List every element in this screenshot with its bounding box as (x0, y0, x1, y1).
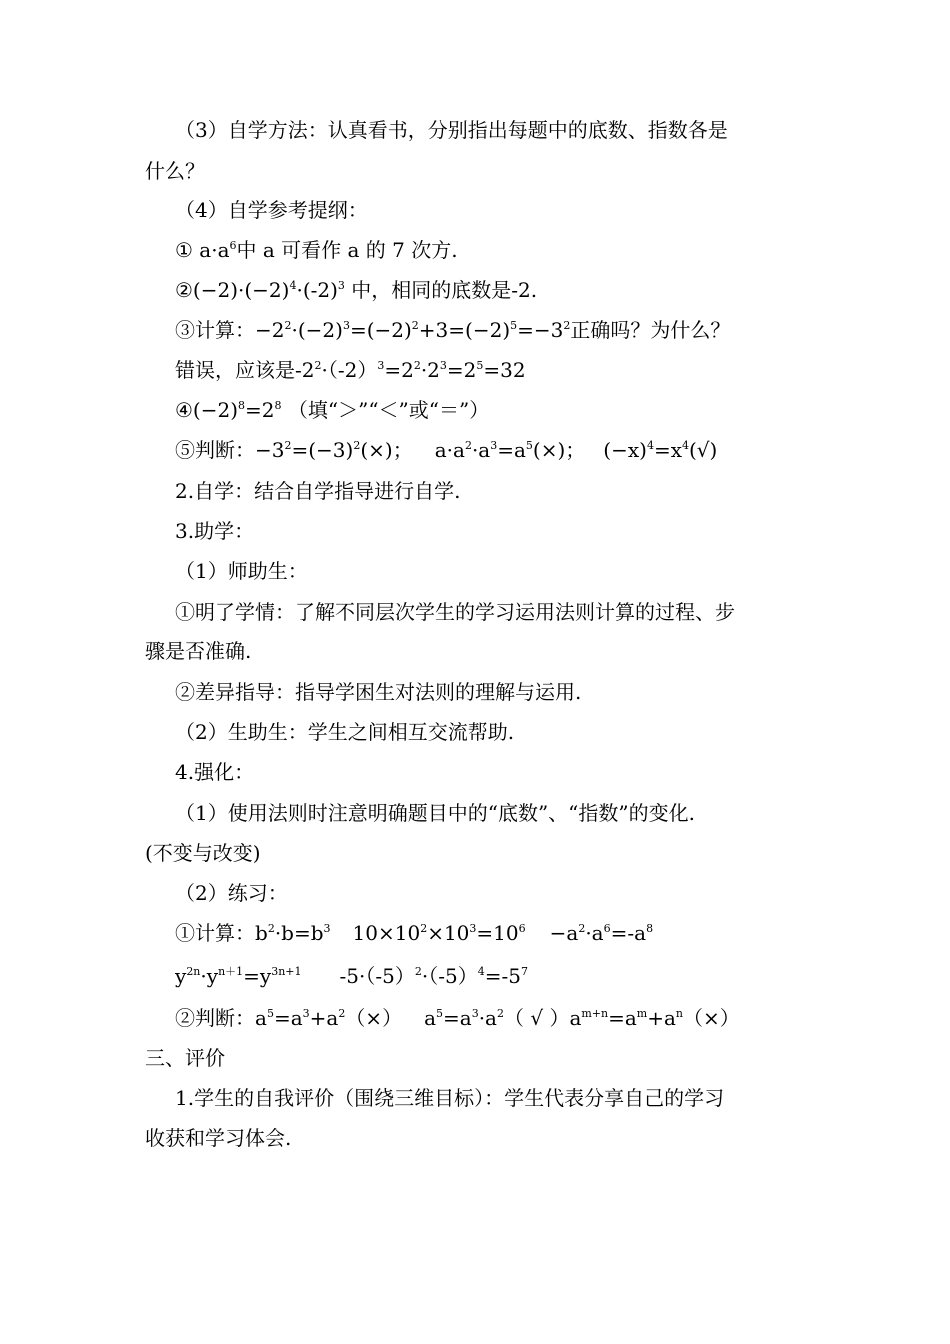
text-line: （2）练习： (175, 881, 288, 905)
text-line: ⑤判断：$-3^2=(-3)^2(\times)$； $a\cdot a^2\cdot a^3=a^5(\times)$； $(-x)^4=x^4(√)$ (175, 438, 718, 462)
text-line: （3）自学方法：认真看书，分别指出每题中的底数、指数各是 (175, 118, 728, 142)
text-line: $y^{2n}\cdot y^{n+1}=y^{3n+1}$ $-5\cdot(-5)^2\cdot(-5)^4=-5^7$ (175, 964, 528, 988)
text-line: $②(-2)\cdot(-2)^4\cdot(-2)^3$ 中，相同的底数是-2. (175, 278, 538, 302)
text-line: ①明了学情：了解不同层次学生的学习运用法则计算的过程、步 (175, 600, 735, 624)
text-line: ① $a\cdot a^6$中 a 可看作 a 的 7 次方. (175, 238, 458, 262)
text-line: 3.助学： (175, 519, 255, 543)
text-line: 收获和学习体会. (145, 1126, 292, 1150)
text-line: （2）生助生：学生之间相互交流帮助. (175, 720, 515, 744)
text-line: ②判断：$a^5=a^3+a^2(\times)$ $a^5=a^3\cdot a^2$（ √ ）$a^{m+n}=a^m+a^n(\times)$ (175, 1006, 740, 1030)
text-line: 骤是否准确. (145, 639, 252, 663)
text-line: （1）师助生： (175, 559, 308, 583)
text-line: 什么？ (145, 159, 205, 183)
text-line: （4）自学参考提纲： (175, 198, 368, 222)
text-line: $④(-2)^8=2^8$ （填“＞”“＜”或“＝”） (175, 398, 490, 422)
text-line: （1）使用法则时注意明确题目中的“底数”、“指数”的变化. (175, 801, 695, 825)
section-heading: 三、评价 (145, 1046, 225, 1070)
text-line: 1.学生的自我评价（围绕三维目标）：学生代表分享自己的学习 (175, 1086, 725, 1110)
text-line: 4.强化： (175, 760, 255, 784)
text-line: ②差异指导：指导学困生对法则的理解与运用. (175, 680, 582, 704)
text-line: ③计算：$-2^2\cdot(-2)^3=(-2)^2+3=(-2)^5=-3^2$正确吗？为什么？ (175, 318, 731, 342)
text-line: 错误，应该是$-2^2\cdot(-2)^3=2^2\cdot 2^3=2^5=32$ (175, 358, 526, 382)
text-line: 2.自学：结合自学指导进行自学. (175, 479, 461, 503)
text-line: (不变与改变) (145, 841, 261, 865)
text-line: ①计算：$b^2\cdot b=b^3$ $10\times 10^2\times 10^3=10^6 -a^2\cdot a^6=-a^8$ (175, 921, 654, 945)
